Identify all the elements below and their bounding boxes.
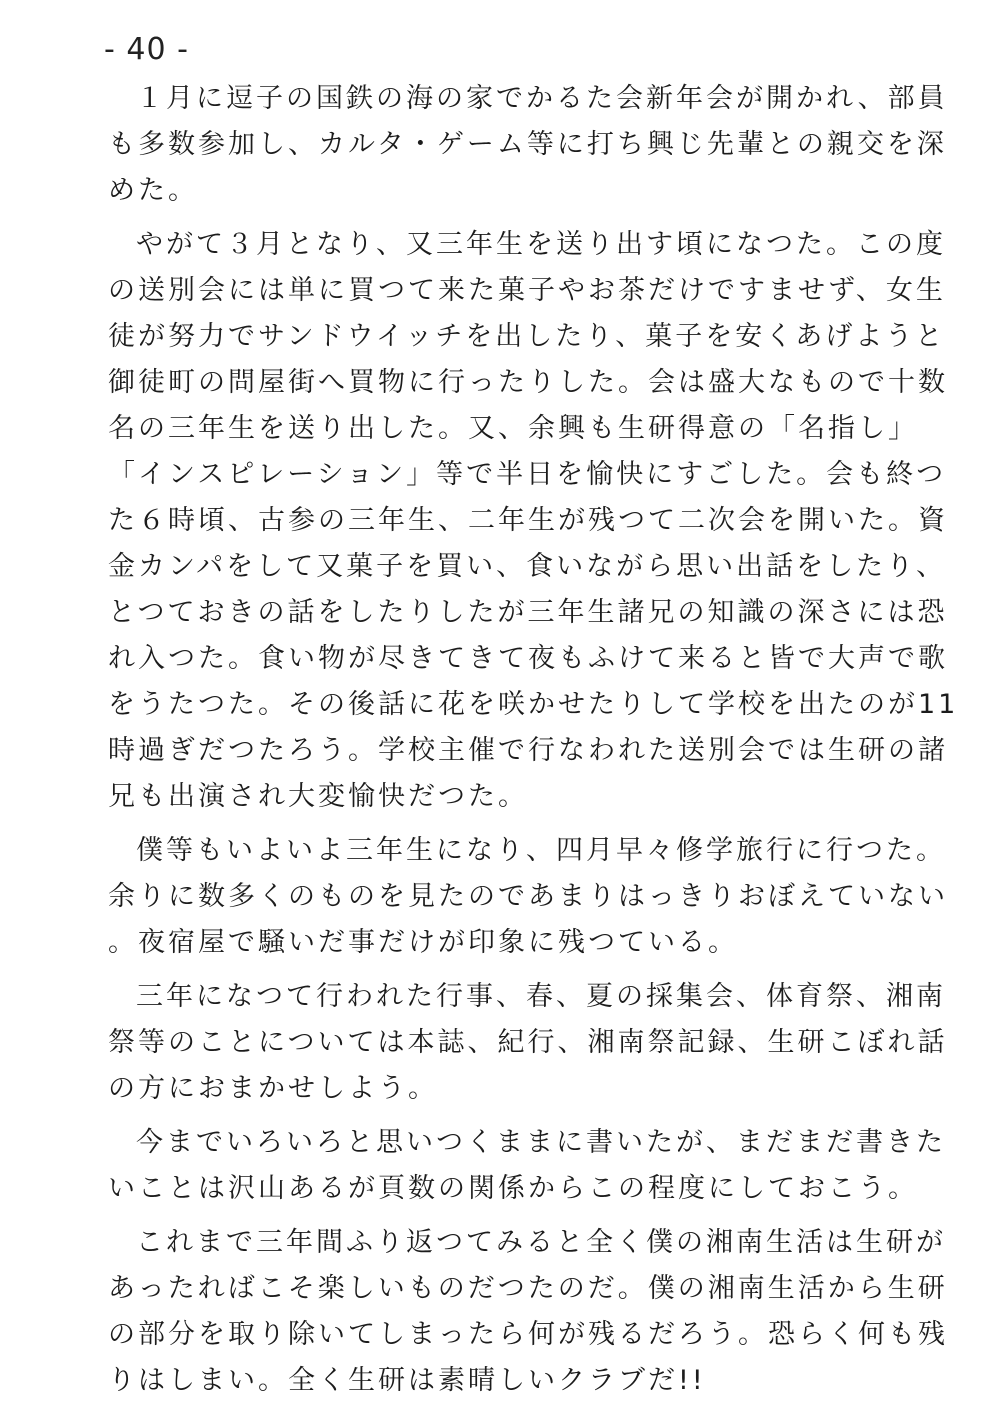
text-line: めた。 [108,175,198,206]
text-line: の部分を取り除いてしまったら何が残るだろう。恐らく何も残 [108,1319,948,1350]
text-line: いことは沢山あるが頁数の関係からこの程度にしておこう。 [108,1173,918,1204]
paragraph-new-year-party [108,76,948,214]
text-line: とつておきの話をしたりしたが三年生諸兄の知識の深さには恐 [108,597,948,628]
text-line: 三年になつて行われた行事、春、夏の採集会、体育祭、湘南 [136,981,946,1012]
text-line: 。夜宿屋で騒いだ事だけが印象に残つている。 [108,927,738,958]
text-line: 今までいろいろと思いつくままに書いたが、まだまだ書きた [136,1127,946,1158]
text-line: の方におまかせしよう。 [108,1073,438,1104]
text-line: 余りに数多くのものを見たのであまりはっきりおぼえていない [108,881,948,912]
text-line: 「インスピレーション」等で半日を愉快にすごした。会も終つ [108,459,947,490]
text-line: 兄も出演され大変愉快だつた。 [108,781,528,812]
text-line: あったればこそ楽しいものだつたのだ。僕の湘南生活から生研 [108,1273,948,1304]
text-line: 僕等もいよいよ三年生になり、四月早々修学旅行に行つた。 [136,835,946,866]
text-line: りはしまい。全く生研は素晴しいクラブだ!! [108,1365,706,1396]
paragraph-school-trip [108,828,948,966]
text-line: 名の三年生を送り出した。又、余興も生研得意の「名指し」 [108,413,918,444]
text-line: も多数参加し、カルタ・ゲーム等に打ち興じ先輩との親交を深 [108,129,947,160]
text-line: 金カンパをして又菓子を買い、食いながら思い出話をしたり、 [108,551,947,582]
text-line: 御徒町の問屋街へ買物に行ったりした。会は盛大なもので十数 [108,367,948,398]
text-line: 徒が努力でサンドウイッチを出したり、菓子を安くあげようと [108,321,946,352]
text-line: １月に逗子の国鉄の海の家でかるた会新年会が開かれ、部員 [136,83,948,114]
paragraph-farewell-party [108,222,959,820]
text-line: 祭等のことについては本誌、紀行、湘南祭記録、生研こぼれ話 [108,1027,948,1058]
text-line: これまで三年間ふり返つてみると全く僕の湘南生活は生研が [136,1227,946,1258]
text-line: やがて３月となり、又三年生を送り出す頃になつた。この度 [136,229,946,260]
paragraph-closing-note [108,1120,946,1212]
paragraph-third-year-events [108,974,948,1112]
text-line: 時過ぎだつたろう。学校主催で行なわれた送別会では生研の諸 [108,735,948,766]
text-line: をうたつた。その後話に花を咲かせたりして学校を出たのが11 [108,689,959,720]
text-line: た６時頃、古参の三年生、二年生が残つて二次会を開いた。資 [108,505,948,536]
page-number: - 40 - [104,32,189,67]
body-text [108,76,959,1412]
text-line: の送別会には単に買つて来た菓子やお茶だけですませず、女生 [108,275,946,306]
paragraph-reflection [108,1220,948,1404]
text-line: れ入つた。食い物が尽きてきて夜もふけて来ると皆で大声で歌 [108,643,948,674]
